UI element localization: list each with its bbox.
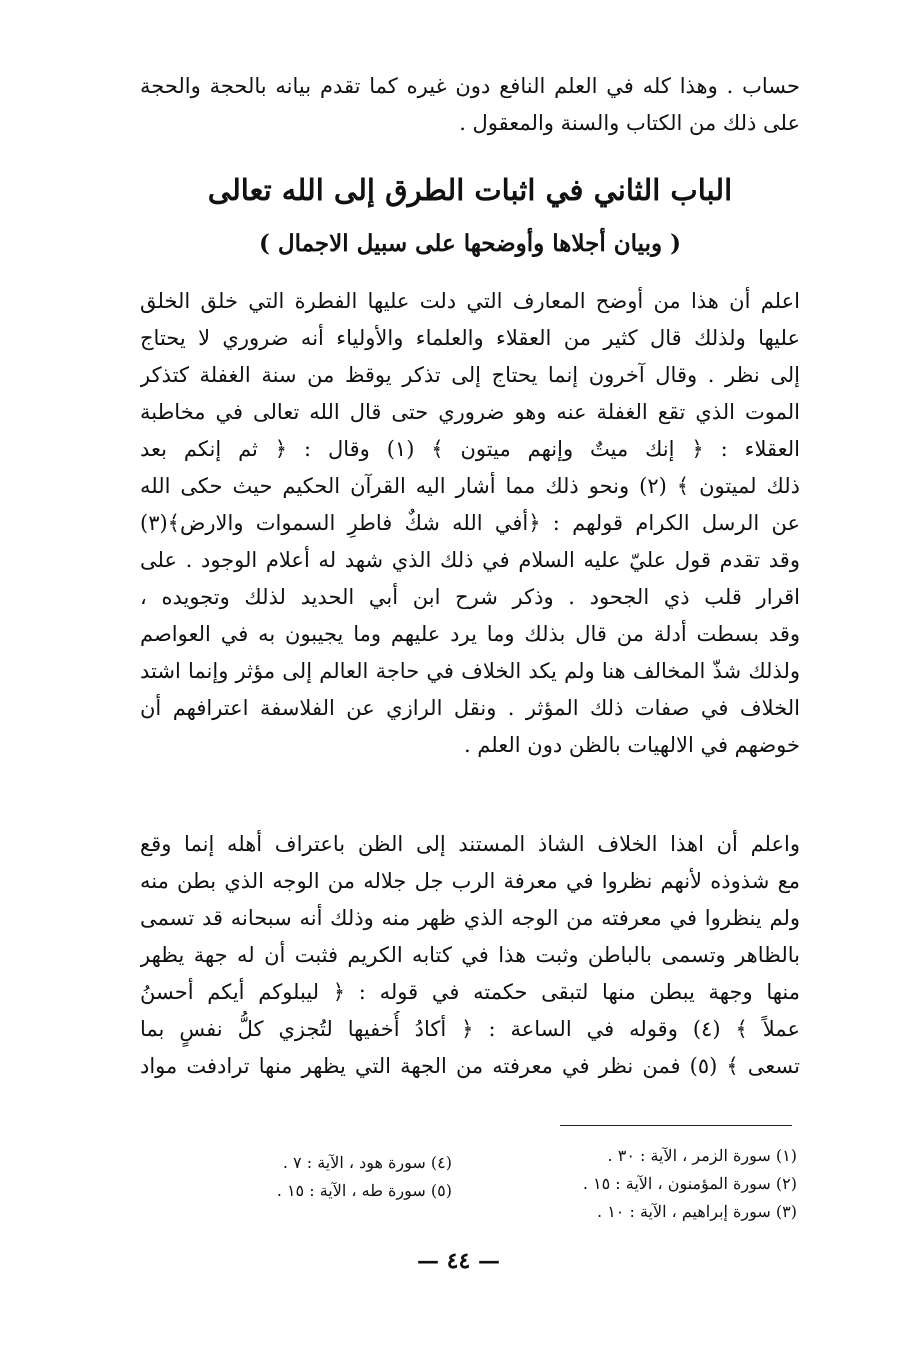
paragraph1-line: إلى نظر . وقال آخرون إنما يحتاج إلى تذكر يوقظ من سنة الغفلة كتذكر [140, 363, 800, 387]
paragraph1-line: الخلاف في صفات ذلك المؤثر . ونقل الرازي عن الفلاسفة اعترافهم أن [140, 696, 800, 720]
paragraph2-line: واعلم أن اهذا الخلاف الشاذ المستند إلى الظن باعتراف أهله إنما وقع [140, 832, 800, 856]
footnote-4: (٤) سورة هود ، الآية : ٧ . [282, 1153, 452, 1172]
paragraph1-line: عليها ولذلك قال كثير من العقلاء والعلماء والأولياء أنه ضروري لا يحتاج [140, 326, 800, 350]
paragraph1-line: عن الرسل الكرام قولهم : ﴿أفي الله شكٌ فاطرِ السموات والارض﴾(٣) [140, 511, 800, 535]
footnote-2: (٢) سورة المؤمنون ، الآية : ١٥ . [582, 1174, 797, 1193]
paragraph2-line: منها وجهة يبطن منها لتبقى حكمته في قوله : ﴿ ليبلوكم أيكم أحسنُ [140, 980, 800, 1004]
paragraph1-line: وقد بسطت أدلة من قال بذلك وما يرد عليهم وما يجيبون به في العواصم [140, 622, 800, 646]
paragraph2-line: تسعى ﴾ (٥) فمن نظر في معرفته من الجهة التي يظهر منها ترادفت مواد [140, 1054, 800, 1078]
paragraph1-line: اقرار قلب ذي الجحود . وذكر شرح ابن أبي الحديد لذلك وتجويده ، [140, 585, 800, 609]
chapter-subtitle: ( وبيان أجلاها وأوضحها على سبيل الاجمال ) [258, 230, 682, 257]
page-number: — ٤٤ — [417, 1248, 500, 1274]
paragraph1-line: ذلك لميتون ﴾ (٢) ونحو ذلك مما أشار اليه القرآن الحكيم حيث حكى الله [140, 474, 800, 498]
footnote-1: (١) سورة الزمر ، الآية : ٣٠ . [607, 1146, 797, 1165]
paragraph2-line: بالظاهر وتسمى بالباطن وثبت هذا في كتابه الكريم فثبت أن له جهة يظهر [140, 943, 800, 967]
paragraph1-line: وقد تقدم قول عليّ عليه السلام في ذلك الذي شهد له أعلام الوجود . على [140, 548, 800, 572]
intro-line-2: على ذلك من الكتاب والسنة والمعقول . [459, 111, 800, 135]
paragraph1-line: الموت الذي تقع الغفلة عنه وهو ضروري حتى قال الله تعالى في مخاطبة [140, 400, 800, 424]
paragraph1-line: العقلاء : ﴿ إنك ميتٌ وإنهم ميتون ﴾ (١) وقال : ﴿ ثم إنكم بعد [140, 437, 800, 461]
paragraph2-line: عملاً ﴾ (٤) وقوله في الساعة : ﴿ أكادُ أُخفيها لتُجزي كلُّ نفسٍ بما [140, 1017, 800, 1041]
paragraph1-line: اعلم أن هذا من أوضح المعارف التي دلت عليها الفطرة التي خلق الخلق [140, 289, 800, 313]
paragraph2-line: ولم ينظروا في معرفته من الوجه الذي ظهر منه وذلك أنه سبحانه قد تسمى [140, 906, 800, 930]
paragraph2-line: مع شذوذه لأنهم نظروا في معرفة الرب جل جلاله من الوجه الذي بطن منه [140, 869, 800, 893]
chapter-title: الباب الثاني في اثبات الطرق إلى الله تعالى [207, 173, 733, 207]
footnote-separator [560, 1125, 792, 1126]
paragraph1-line: ولذلك شذّ المخالف هنا ولم يكد الخلاف في حاجة العالم إلى مؤثر وإنما اشتد [140, 659, 800, 683]
intro-line-1: حساب . وهذا كله في العلم النافع دون غيره كما تقدم بيانه بالحجة والحجة [140, 74, 800, 98]
footnote-3: (٣) سورة إبراهيم ، الآية : ١٠ . [597, 1202, 797, 1221]
footnote-5: (٥) سورة طه ، الآية : ١٥ . [276, 1181, 452, 1200]
paragraph1-line: خوضهم في الالهيات بالظن دون العلم . [463, 733, 800, 757]
